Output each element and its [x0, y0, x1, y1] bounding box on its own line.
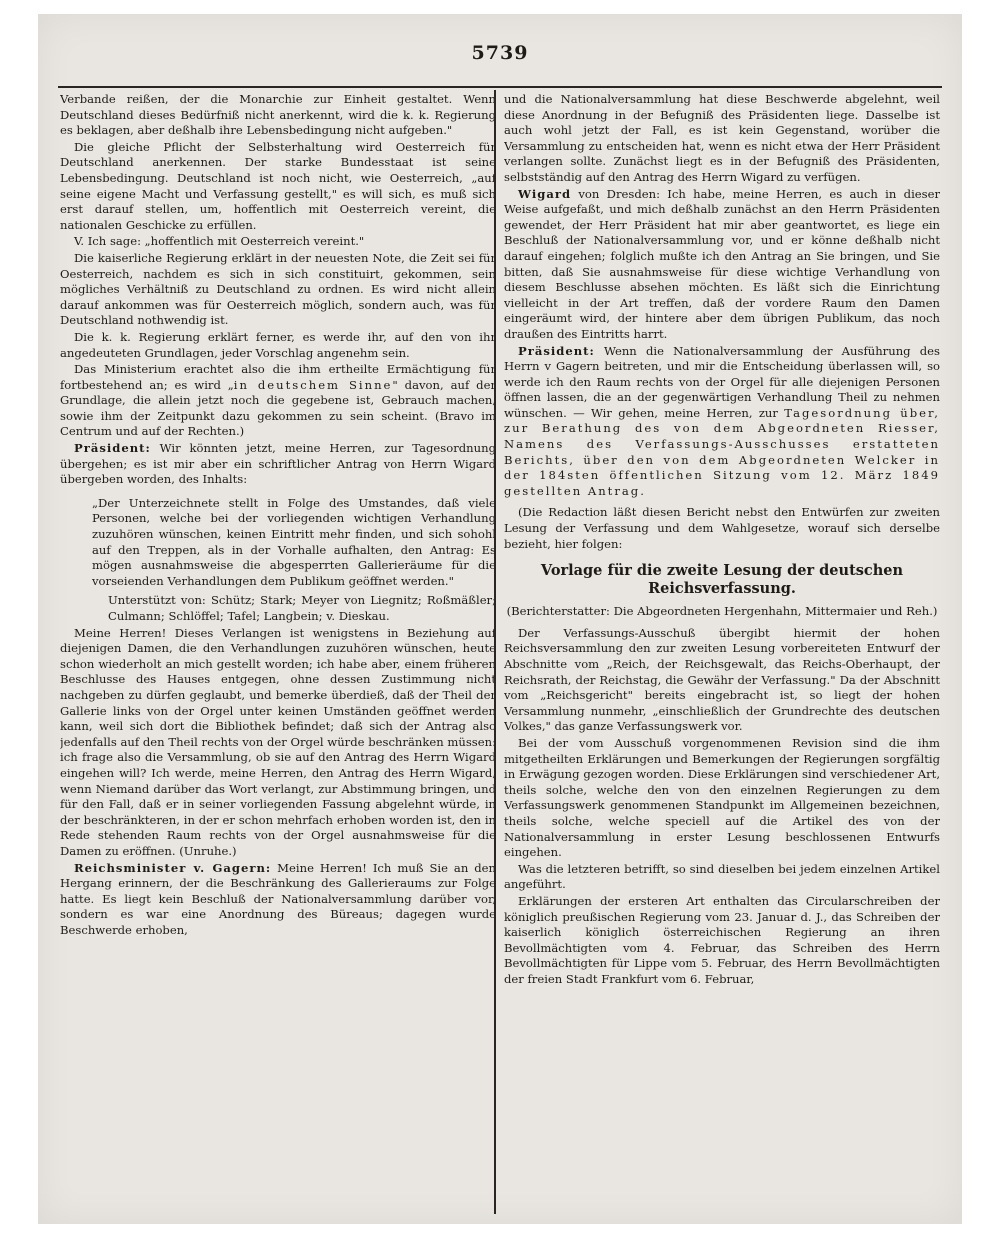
paragraph: (Die Redaction läßt diesen Bericht nebst den Entwürfen zur zweiten Lesung der Verfassung und dem Wahlgesetze, worauf sich derselbe bezieht, hier folgen:: [504, 505, 940, 551]
speech-text: von Dresden: Ich habe, meine Herren, es auch in dieser Weise aufgefaßt, und mich deßhalb zunächst an den Herrn Präsidenten gewendet, der Herr Präsident hat mir aber geantwortet, es liege ein Beschluß der Nationalversammlung vor, und er könne deßhalb nicht darauf eingehen; folglich mußte ich den Antrag an Sie bringen, und Sie bitten, daß Sie ausnahmsweise für diese wichtige Verhandlung von diesem Beschlusse absehen möchten. Es läßt sich die Einrichtung vielleicht in der Art treffen, daß der vordere Raum den Damen eingeräumt wird, der hintere aber dem übrigen Publikum, das noch draußen des Eintritts harrt.: [504, 186, 940, 341]
paragraph: [60, 362, 496, 440]
spaced-text: in deutschem Sinne: [233, 377, 393, 392]
right-column: [504, 92, 940, 1214]
speech-text: Wir könnten jetzt, meine Herren, zur Tagesordnung übergehen; es ist mir aber ein schriftlicher Antrag von Herrn Wigard übergeben worden, des Inhalts:: [60, 441, 496, 487]
paragraph: Was die letzteren betrifft, so sind dieselben bei jedem einzelnen Artikel angeführt.: [504, 861, 940, 892]
supporters-list: Unterstützt von: Schütz; Stark; Meyer von Liegnitz; Roßmäßler; Culmann; Schlöffel; Tafel; Langbein; v. Dieskau.: [108, 593, 496, 623]
paragraph: [504, 344, 940, 500]
reporters-line: (Berichterstatter: Die Abgeordneten Hergenhahn, Mittermaier und Reh.): [506, 604, 938, 619]
speaker-name: Präsident:: [518, 343, 595, 358]
paragraph: Verbande reißen, der die Monarchie zur Einheit gestaltet. Wenn Deutschland dieses Bedürfniß nicht anerkennt, wird die k. k. Regierung es beklagen, aber deßhalb ihre Lebensbedingung nicht aufgeben.": [60, 92, 496, 138]
paragraph: Erklärungen der ersteren Art enthalten das Circularschreiben der königlich preußischen Regierung vom 23. Januar d. J., das Schreiben der kaiserlich königlich österreichischen Regierung an ihren Bevollmächtigten vom 4. Februar, das Schreiben des Herrn Bevollmächtigten für Lippe vom 5. Februar, des Herrn Bevollmächtigten der freien Stadt Frankfurt vom 6. Februar,: [504, 893, 940, 986]
speech-text: Wenn die Nationalversammlung der Ausführung des Herrn v Gagern beitreten, und mir die Entscheidung überlassen will, so werde ich den Raum rechts von der Orgel für alle diejenigen Personen öffnen lassen, die an der gegenwärtigen Verhandlung Theil zu nehmen wünschen. — Wir gehen, meine Herren, zur: [504, 343, 940, 420]
speaker-name: Reichsminister v. Gagern:: [74, 860, 272, 875]
paragraph: [60, 861, 496, 939]
header-rule: [58, 86, 942, 88]
text-run: " davon, auf der Grundlage, die allein jetzt noch die gegebene ist, Gebrauch machen, sowie ihm der Zeitpunkt dazu gekommen zu sein scheint. (Bravo im Centrum und auf der Rechten.): [60, 377, 496, 439]
paragraph: [60, 441, 496, 488]
page-number: 5739: [471, 42, 529, 64]
speaker-name: Wigard: [518, 186, 572, 201]
paragraph: Meine Herren! Dieses Verlangen ist wenigstens in Beziehung auf diejenigen Damen, die den Verhandlungen zuzuhören wünschen, heute schon wiederholt an mich gestellt worden; ich habe aber, einem früheren Beschlusse des Hauses entgegen, ohne dessen Zustimmung nicht nachgeben zu dürfen geglaubt, und bemerke überdieß, daß der Theil der Gallerie links von der Orgel unter keinen Umständen geöffnet werden kann, weil sich dort die Bibliothek befindet; daß sich der Antrag also jedenfalls auf den Theil rechts von der Orgel würde beschränken müssen: ich frage also die Versammlung, ob sie auf den Antrag des Herrn Wigard eingehen will? Ich werde, meine Herren, den Antrag des Herrn Wigard, wenn Niemand darüber das Wort verlangt, zur Abstimmung bringen, und für den Fall, daß er in seiner vorliegenden Fassung abgelehnt würde, in der beschränkteren, in der er schon mehrfach erhoben worden ist, den in Rede stehenden Raum rechts von der Orgel ausnahmsweise für die Damen zu eröffnen. (Unruhe.): [60, 625, 496, 858]
paragraph: Die kaiserliche Regierung erklärt in der neuesten Note, die Zeit sei für Oesterreich, nachdem es sich in sich constituirt, gekommen, sein mögliches Verhältniß zu Deutschland zu ordnen. Es wird nicht allein darauf ankommen was für Oesterreich möglich, sondern auch, was für Deutschland nothwendig ist.: [60, 250, 496, 328]
left-column: [60, 92, 496, 1214]
paragraph: und die Nationalversammlung hat diese Beschwerde abgelehnt, weil diese Anordnung in der Befugniß des Präsidenten liege. Dasselbe ist auch wohl jetzt der Fall, es ist kein Gegenstand, worüber die Versammlung zu entscheiden hat, wenn es nicht etwa der Herr Präsident verlangen sollte. Zunächst liegt es in der Befugniß des Präsidenten, selbstständig auf den Antrag des Herrn Wigard zu verfügen.: [504, 92, 940, 184]
paragraph: V. Ich sage: „hoffentlich mit Oesterreich vereint.": [74, 234, 365, 249]
paragraph: Der Verfassungs-Ausschuß übergibt hiermit der hohen Reichsversammlung den zur zweiten Lesung vorbereiteten Entwurf der Abschnitte vom „Reich, der Reichsgewalt, das Reichs-Oberhaupt, der Reichsrath, der Reichstag, die Gewähr der Verfassung." Da der Abschnitt vom „Reichsgericht" bereits eingebracht ist, so liegt der hohen Versammlung nunmehr, „einschließlich der Grundrechte des deutschen Volkes," das ganze Verfassungswerk vor.: [504, 625, 940, 734]
paragraph: [504, 187, 940, 343]
section-heading: Vorlage für die zweite Lesung der deutschen Reichsverfassung.: [540, 562, 904, 598]
spaced-text: Tagesordnung über, zur Berathung des von dem Abgeordneten Riesser, Namens des Verfassungs-Ausschusses erstatteten Berichts, über den von dem Abgeordneten Welcker in der 184sten öffentlichen Sitzung vom 12. März 1849 gestellten Antrag.: [504, 405, 940, 498]
text-run: Das Ministerium erachtet also die ihm ertheilte Ermächtigung für fortbestehend an; es wird „: [60, 362, 496, 392]
newspaper-page: [38, 14, 962, 1224]
paragraph: Die gleiche Pflicht der Selbsterhaltung wird Oesterreich für Deutschland anerkennen. Der starke Bundesstaat ist seine Lebensbedingung. Deutschland ist noch nicht, wie Oesterreich, „auf seine eigene Macht und Verfassung gestellt," es will sich, es muß sich erst darauf stellen, um, hoffentlich mit Oesterreich vereint, die nationalen Geschicke zu erfüllen.: [60, 139, 496, 232]
quoted-motion: „Der Unterzeichnete stellt in Folge des Umstandes, daß viele Personen, welche bei der vorliegenden wichtigen Verhandlung zuzuhören wünschen, keinen Eintritt mehr finden, und sich sohohl auf den Treppen, als in der Vorhalle aufhalten, den Antrag: Es mögen ausnahmsweise die abgesperrten Gallerieräume für die vorseienden Verhandlungen dem Publikum geöffnet werden.": [92, 495, 496, 588]
paragraph: Die k. k. Regierung erklärt ferner, es werde ihr, auf den von ihr angedeuteten Grundlagen, jeder Vorschlag angenehm sein.: [60, 329, 496, 360]
speaker-name: Präsident:: [74, 441, 151, 456]
paragraph: Bei der vom Ausschuß vorgenommenen Revision sind die ihm mitgetheilten Erklärungen und Bemerkungen der Regierungen sorgfältig in Erwägung gezogen worden. Diese Erklärungen sind verschiedener Art, theils solche, welche den von den einzelnen Regierungen zu dem Verfassungswerk genommenen Standpunkt im Allgemeinen bezeichnen, theils solche, welche speciell auf die Artikel des von der Nationalversammlung in erster Lesung beschlossenen Entwurfs eingehen.: [504, 735, 940, 860]
column-divider: [494, 90, 496, 1214]
speech-text: Meine Herren! Ich muß Sie an den Hergang erinnern, der die Beschränkung des Gallerieraums zur Folge hatte. Es liegt kein Beschluß der Nationalversammlung darüber vor, sondern es war eine Anordnung des Büreaus; dagegen wurde Beschwerde erhoben,: [60, 860, 496, 937]
